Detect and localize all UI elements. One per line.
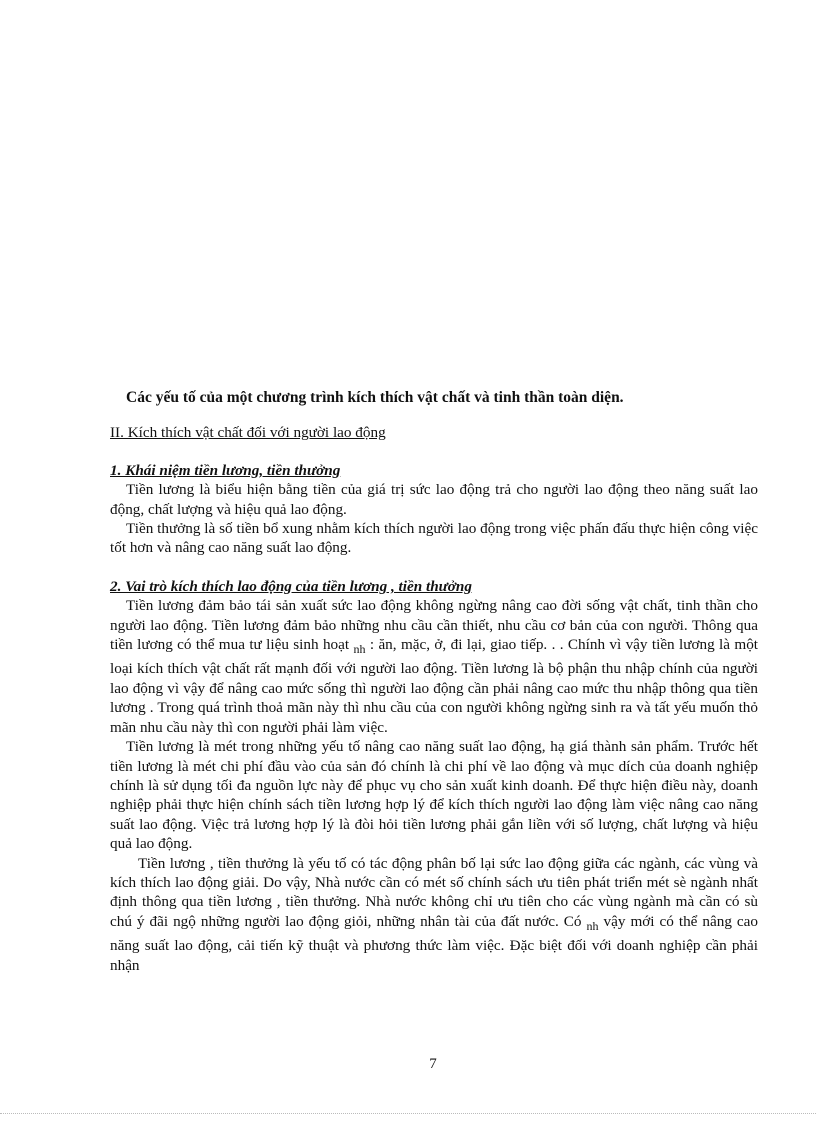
subsection-1-heading: 1. Khái niệm tiền lương, tiền thưởng [110,461,341,479]
subscript-fragment: nh [586,918,599,933]
subscript-fragment: nh [353,642,366,657]
paragraph-text: Tiền lương đảm bảo tái sản xuất sức lao động không ngừng nâng cao đời sống vật chất, tinh thần cho người lao động. Tiền lương đảm bảo những nhu cầu cần thiết, nhu cầu cơ bản của con người. Thông qua tiền lương có thể mua tư liệu sinh hoạt [110,597,758,654]
subsection-2-heading: 2. Vai trò kích thích lao động của tiền lương , tiền thưởng [110,577,472,595]
subsection-1-paragraph-1: Tiền lương là biểu hiện bằng tiền của giá trị sức lao động trả cho người lao động theo năng suất lao động, chất lượng và hiệu quả lao động. [110,481,758,518]
document-title: Các yếu tố của một chương trình kích thích vật chất và tinh thần toàn diện. [126,389,624,406]
paragraph-text: : ăn, mặc, ở, đi lại, giao tiếp. . . Chính vì vậy tiền lương là một loại kích thích vật chất rất mạnh đối với người lao động. Tiền lương là bộ phận thu nhập chính của người lao động vì vậy để nâng cao mức sống thì người lao động cần phải nâng cao mức thu nhập thông qua tiền lương . Trong quá trình thoả mãn này thì nhu cầu của con người không ngừng sinh ra và tất yếu muốn thỏ mãn nhu cầu này thì con người phải làm việc. [110,636,759,736]
document-body [110,388,758,975]
subsection-2-paragraph-1 [110,596,758,737]
section-heading: II. Kích thích vật chất đối với người lao động [110,424,386,442]
subsection-2-paragraph-3 [110,854,758,975]
spacer [110,558,758,577]
footer-divider [0,1113,816,1114]
subsection-1-paragraph-2: Tiền thưởng là số tiền bổ xung nhằm kích thích người lao động trong việc phấn đấu thực hiện công việc tốt hơn và nâng cao năng suất lao động. [110,520,758,557]
subsection-2-paragraph-2: Tiền lương là mét trong những yếu tố nâng cao năng suất lao động, hạ giá thành sản phẩm. Trước hết tiền lương là mét chi phí đầu vào của sản đó chính là chi phí về lao động và mục dích của doanh nghiệp chính là sử dụng tối đa nguồn lực này để phục vụ cho sản xuất kinh doanh. Để thực hiện điều này, doanh nghiệp phải thực hiện chính sách tiền lương hợp lý để kích thích người lao động làm việc nâng cao năng suất lao động. Việc trả lương hợp lý là đòi hỏi tiền lương phải gắn liền với số lượng, chất lượng và hiệu quả lao động. [110,738,758,853]
paragraph-text: Tiền lương , tiền thưởng là yếu tố có tác động phân bố lại sức lao động giữa các ngành, các vùng và kích thích lao động giải. Do vậy, Nhà nước cần có mét số chính sách ưu tiên phát triển mét sè ngành nhất định thông qua tiền lương , tiền thưởng. Nhà nước không chỉ ưu tiên cho các vùng ngành mà cần có sù chú ý đãi ngộ những người lao động giỏi, những nhân tài của đất nước. Có [110,854,758,930]
page-number: 7 [429,1056,437,1072]
paragraph-text: vậy mới có thể nâng cao năng suất lao động, cải tiến kỹ thuật và phương thức làm việc. Đặc biệt đối với doanh nghiệp cần phải nhận [110,912,759,974]
